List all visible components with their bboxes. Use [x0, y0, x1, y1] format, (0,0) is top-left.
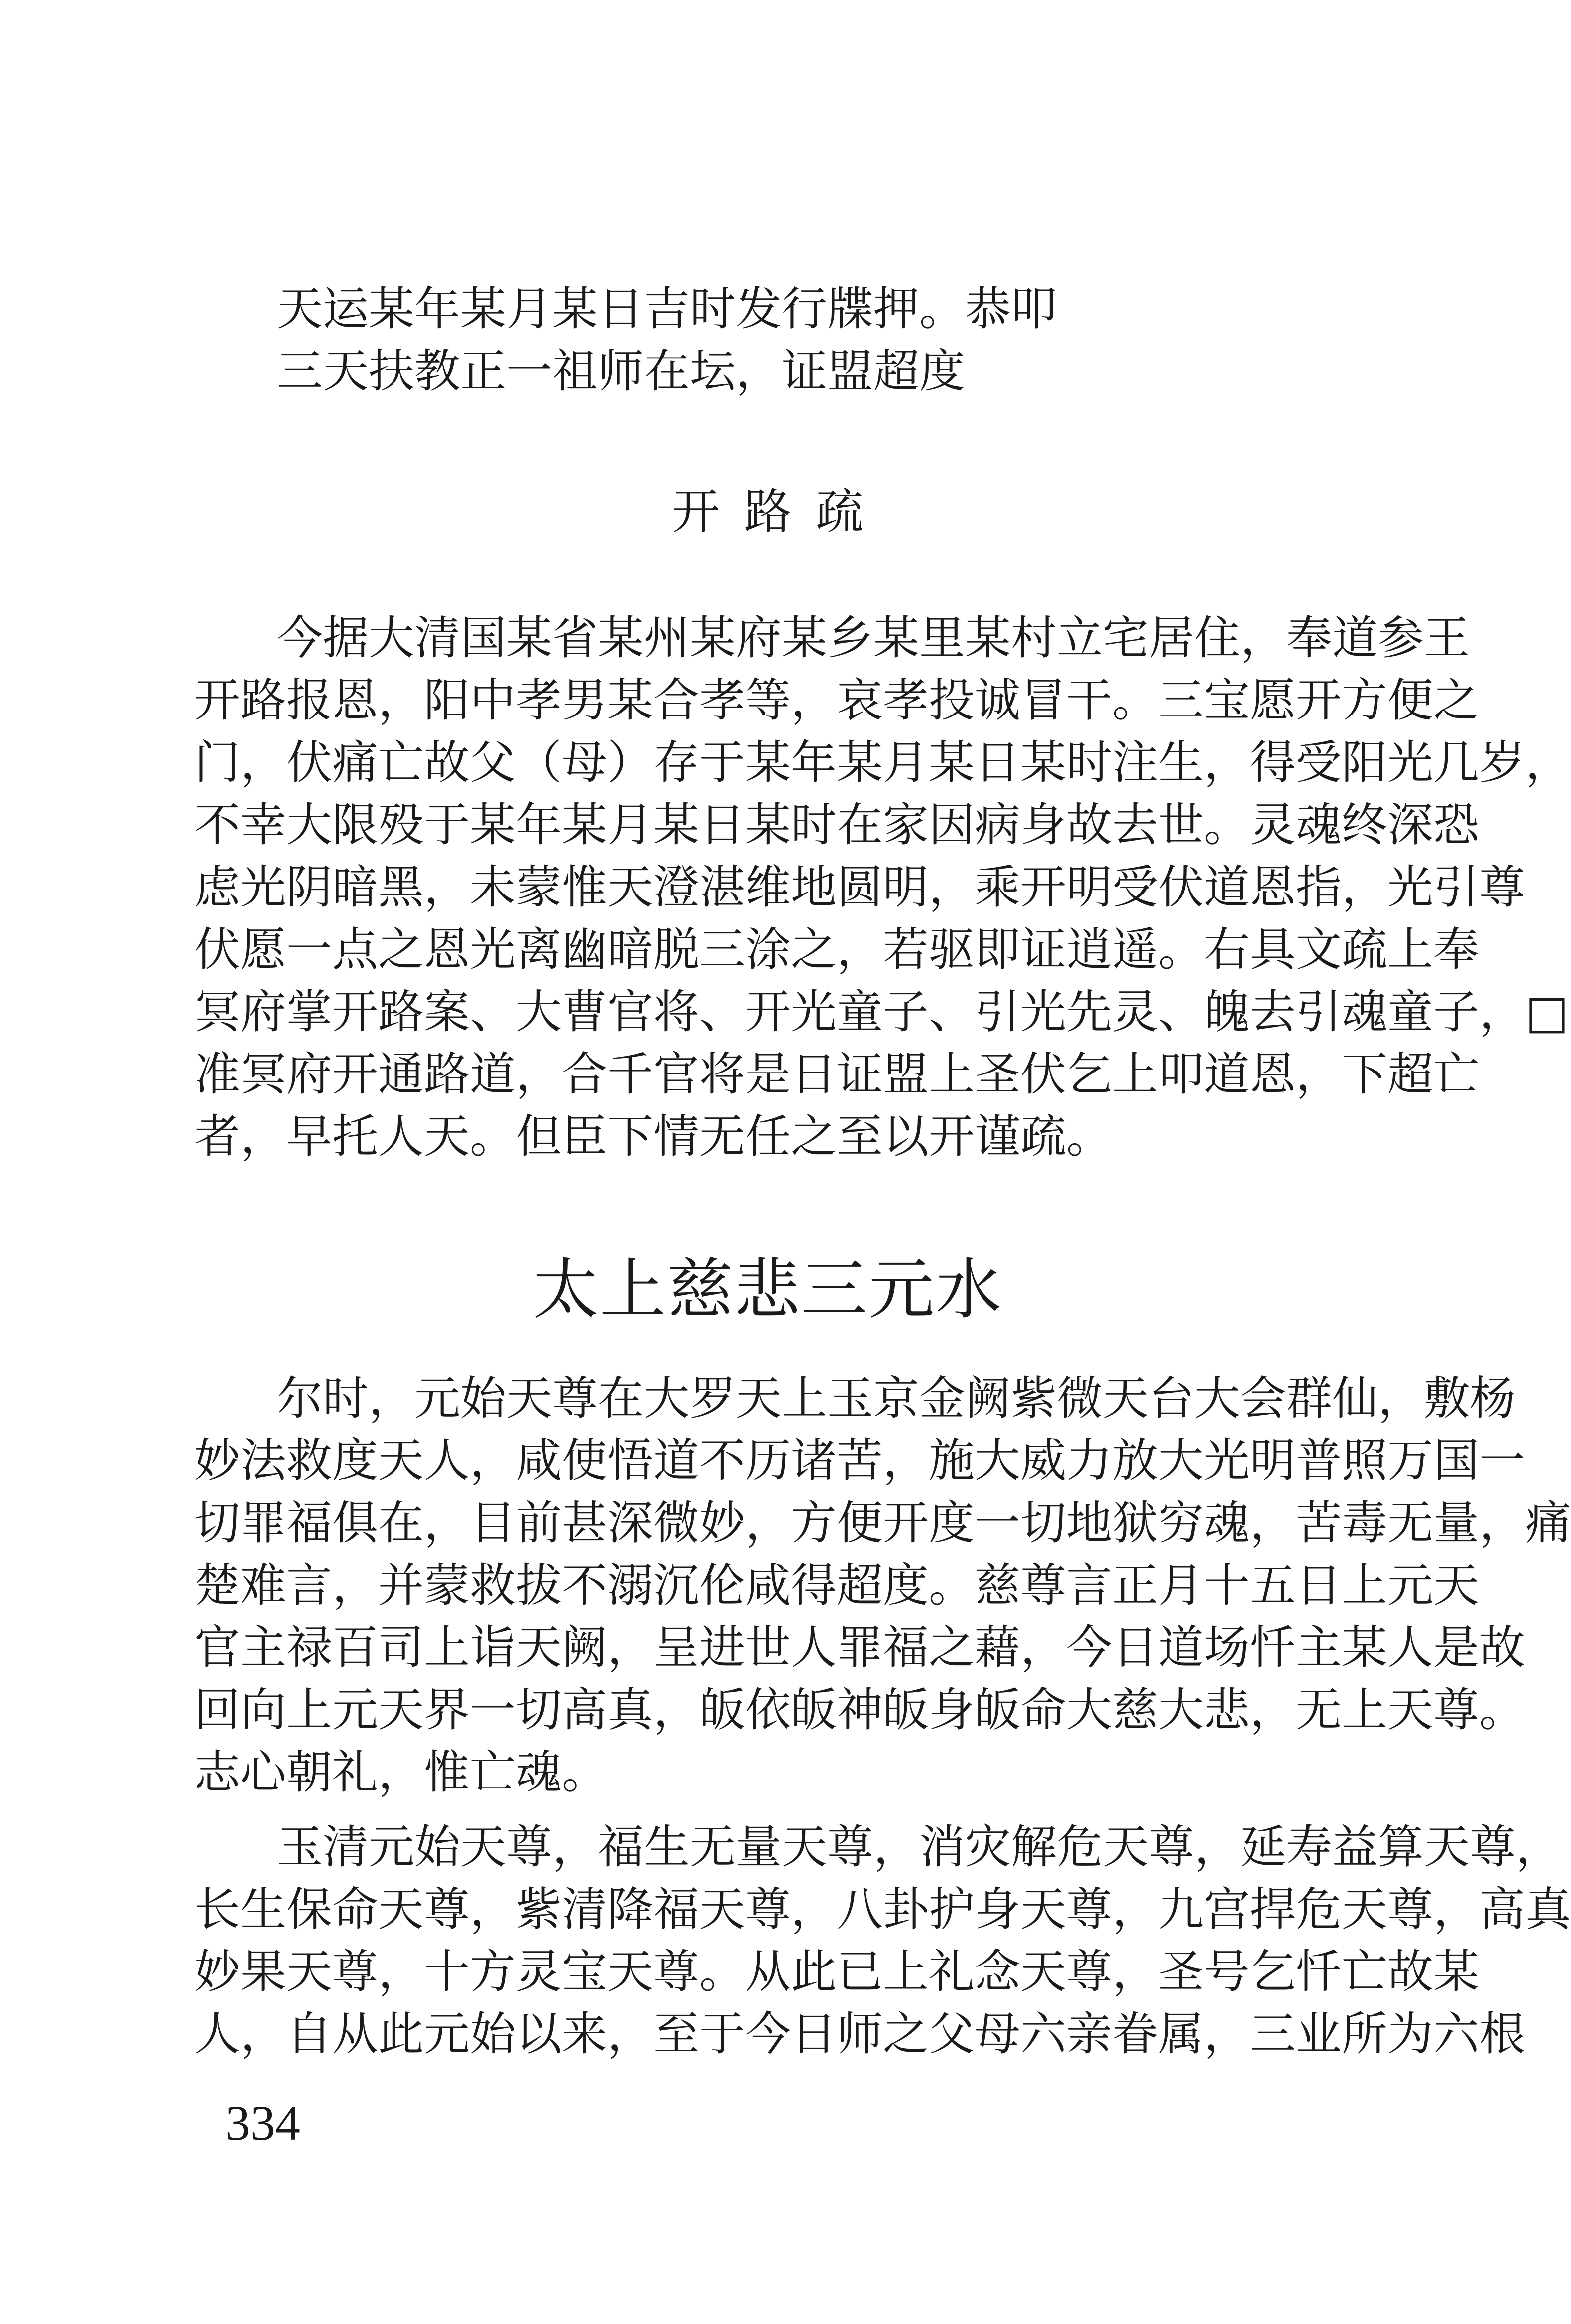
- closing-line-1: 天运某年某月某日吉时发行牒押。恭叩: [277, 282, 1057, 336]
- text-line: 者，早托人天。但臣下情无任之至以开谨疏。: [195, 1110, 1113, 1163]
- text-line: 切罪福俱在，目前甚深微妙，方便开度一切地狱穷魂，苦毒无量，痛: [195, 1496, 1571, 1550]
- text-line: 门，伏痛亡故父（母）存于某年某月某日某时注生，得受阳光几岁，: [195, 736, 1571, 789]
- text-line: 志心朝礼，惟亡魂。: [195, 1746, 608, 1799]
- text-line: 不幸大限殁于某年某月某日某时在家因病身故去世。灵魂终深恐: [195, 798, 1480, 852]
- section-title-kailushu: 开路疏: [672, 484, 888, 539]
- closing-line-2: 三天扶教正一祖师在坛，证盟超度: [277, 345, 966, 398]
- text-line: 人，自从此元始以来，至于今日师之父母六亲眷属，三业所为六根: [195, 2007, 1526, 2061]
- text-line: 官主禄百司上诣天阙，呈进世人罪福之藉，今日道场忏主某人是故: [195, 1621, 1526, 1674]
- section-title-sanyuanshui: 太上慈悲三元水: [533, 1251, 1003, 1328]
- text-line: 虑光阴暗黑，未蒙惟天澄湛维地圆明，乘开明受伏道恩指，光引尊: [195, 861, 1526, 914]
- text-line: 玉清元始天尊，福生无量天尊，消灾解危天尊，延寿益算天尊，: [277, 1820, 1562, 1874]
- page-number: 334: [225, 2095, 300, 2150]
- text-line: 妙果天尊，十方灵宝天尊。从此已上礼念天尊，圣号乞忏亡故某: [195, 1945, 1480, 1998]
- text-line: 准冥府开通路道，合千官将是日证盟上圣伏乞上叩道恩，下超亡: [195, 1048, 1480, 1101]
- text-line: 冥府掌开路案、大曹官将、开光童子、引光先灵、魄去引魂童子，□: [195, 985, 1569, 1039]
- text-line: 今据大清国某省某州某府某乡某里某村立宅居住，奉道参王: [277, 611, 1470, 665]
- text-line: 回向上元天界一切高真，皈依皈神皈身皈命大慈大悲，无上天尊。: [195, 1683, 1526, 1737]
- text-line: 楚难言，并蒙救拔不溺沉伦咸得超度。慈尊言正月十五日上元天: [195, 1559, 1480, 1612]
- text-line: 妙法救度天人，咸使悟道不历诸苦，施大威力放大光明普照万国一: [195, 1434, 1526, 1487]
- text-line: 尔时，元始天尊在大罗天上玉京金阙紫微天台大会群仙，敷杨: [277, 1372, 1516, 1425]
- text-line: 长生保命天尊，紫清降福天尊，八卦护身天尊，九宫捍危天尊，高真: [195, 1883, 1571, 1936]
- text-line: 伏愿一点之恩光离幽暗脱三涂之，若驱即证逍遥。右具文疏上奉: [195, 923, 1480, 976]
- text-line: 开路报恩，阳中孝男某合孝等，哀孝投诚冒干。三宝愿开方便之: [195, 674, 1480, 727]
